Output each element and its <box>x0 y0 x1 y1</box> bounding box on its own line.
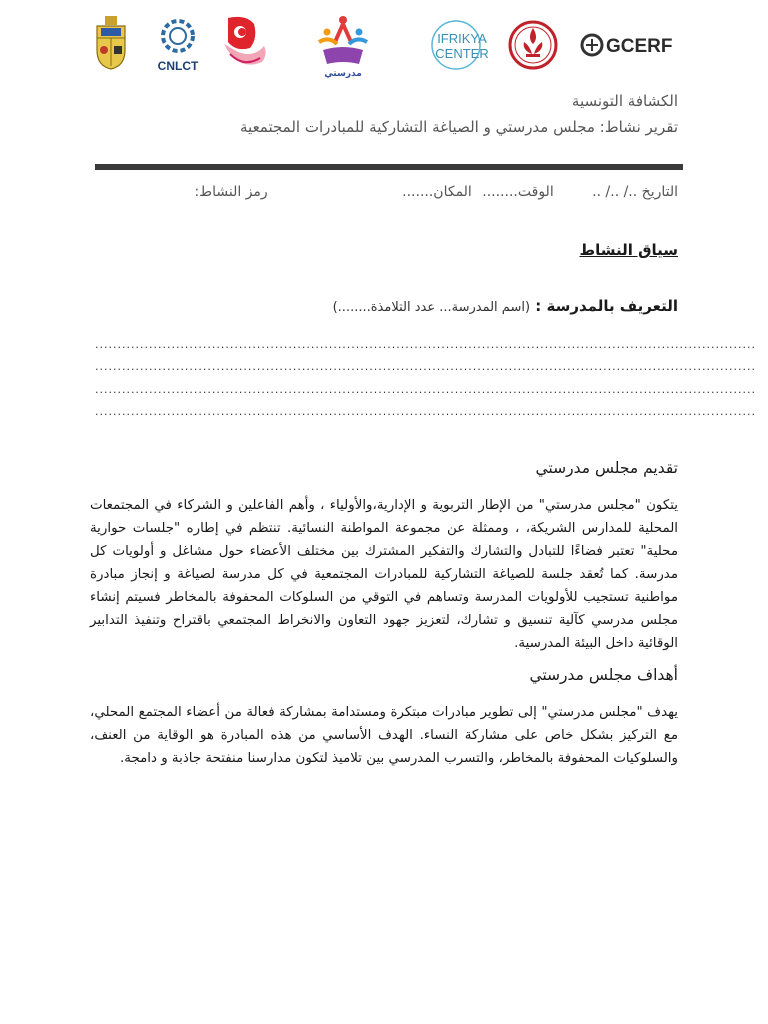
tunisia-coat-of-arms-logo <box>94 16 128 70</box>
dotted-line: ................................................................................................................................................... <box>95 405 756 418</box>
goals-heading: أهداف مجلس مدرستي <box>529 666 678 684</box>
dotted-line: ................................................................................................................................................... <box>95 383 756 396</box>
svg-text:IFRIKYA: IFRIKYA <box>437 31 487 46</box>
time-field: الوقت........ <box>482 184 554 200</box>
svg-text:GCERF: GCERF <box>606 36 673 57</box>
school-intro-label: التعريف بالمدرسة : <box>535 297 678 315</box>
logo-strip <box>90 14 680 78</box>
svg-text:مدرستي: مدرستي <box>324 69 362 79</box>
report-title: تقرير نشاط: مجلس مدرستي و الصياغة التشاركية للمبادرات المجتمعية <box>240 118 678 136</box>
ifrikya-center-logo <box>418 18 500 72</box>
council-heading: تقديم مجلس مدرستي <box>535 459 678 477</box>
cnlct-logo <box>152 16 204 74</box>
context-heading: سياق النشاط <box>579 241 678 259</box>
svg-text:CENTER: CENTER <box>435 46 489 61</box>
red-flag-logo <box>214 14 272 76</box>
madrasati-logo <box>315 14 371 78</box>
organization-name: الكشافة التونسية <box>571 92 678 110</box>
svg-text:CNLCT: CNLCT <box>157 59 199 73</box>
school-intro <box>333 297 678 315</box>
gcerf-logo <box>578 28 678 62</box>
activity-code-field: رمز النشاط: <box>194 184 268 200</box>
dotted-line: ................................................................................................................................................... <box>95 360 756 373</box>
scouts-logo <box>508 14 558 76</box>
activity-meta <box>178 184 678 200</box>
dotted-line: ................................................................................................................................................... <box>95 338 756 351</box>
school-intro-hint: (اسم المدرسة... عدد التلامذة........) <box>332 300 531 315</box>
date-field: التاريخ ../ ../ .. <box>592 184 678 200</box>
header-divider <box>95 164 683 170</box>
council-paragraph: يتكون "مجلس مدرستي" من الإطار التربوية و الإدارية،والأولياء ، وأهم الفاعلين و الشركاء في المجتمعات المحلية للمدارس الشريكة، ، وممثلة عن مجموعة المواطنة النسائية. تنتظم في إطاره "جلسات حوارية محلية" تعتبر فضاءًا للتبادل والتشارك والتفكير المشترك بين مختلف الأعضاء حول مشاغل و أولويات كل مدرسة. كما تُعقد جلسة للصياغة التشاركية للمبادرات المجتمعية في كل مدرسة لصياغة و إنجاز مبادرة مواطنية تستجيب للأولويات المدرسة وتساهم في التوقي من السلوكات المحفوفة بالمخاطر فسيتم إنشاء مجلس مدرسي كآلية تنسيق و تشارك، لتعزيز جهود التعاون والانخراط المجتمعي باقتراح وتنفيذ التدابير الوقائية داخل البيئة المدرسية. <box>90 498 678 651</box>
place-field: المكان....... <box>402 184 472 200</box>
goals-paragraph: يهدف "مجلس مدرستي" إلى تطوير مبادرات مبتكرة ومستدامة بمشاركة فعالة من أعضاء المجتمع المحلي، مع التركيز بشكل خاص على مشاركة النساء. الهدف الأساسي من هذه المبادرة هو الوقاية من العنف، والسلوكيات المحفوفة بالمخاطر، والتسرب المدرسي بين تلاميذ لتكون مدارسنا منفتحة جاذبة و دامجة. <box>90 705 678 766</box>
